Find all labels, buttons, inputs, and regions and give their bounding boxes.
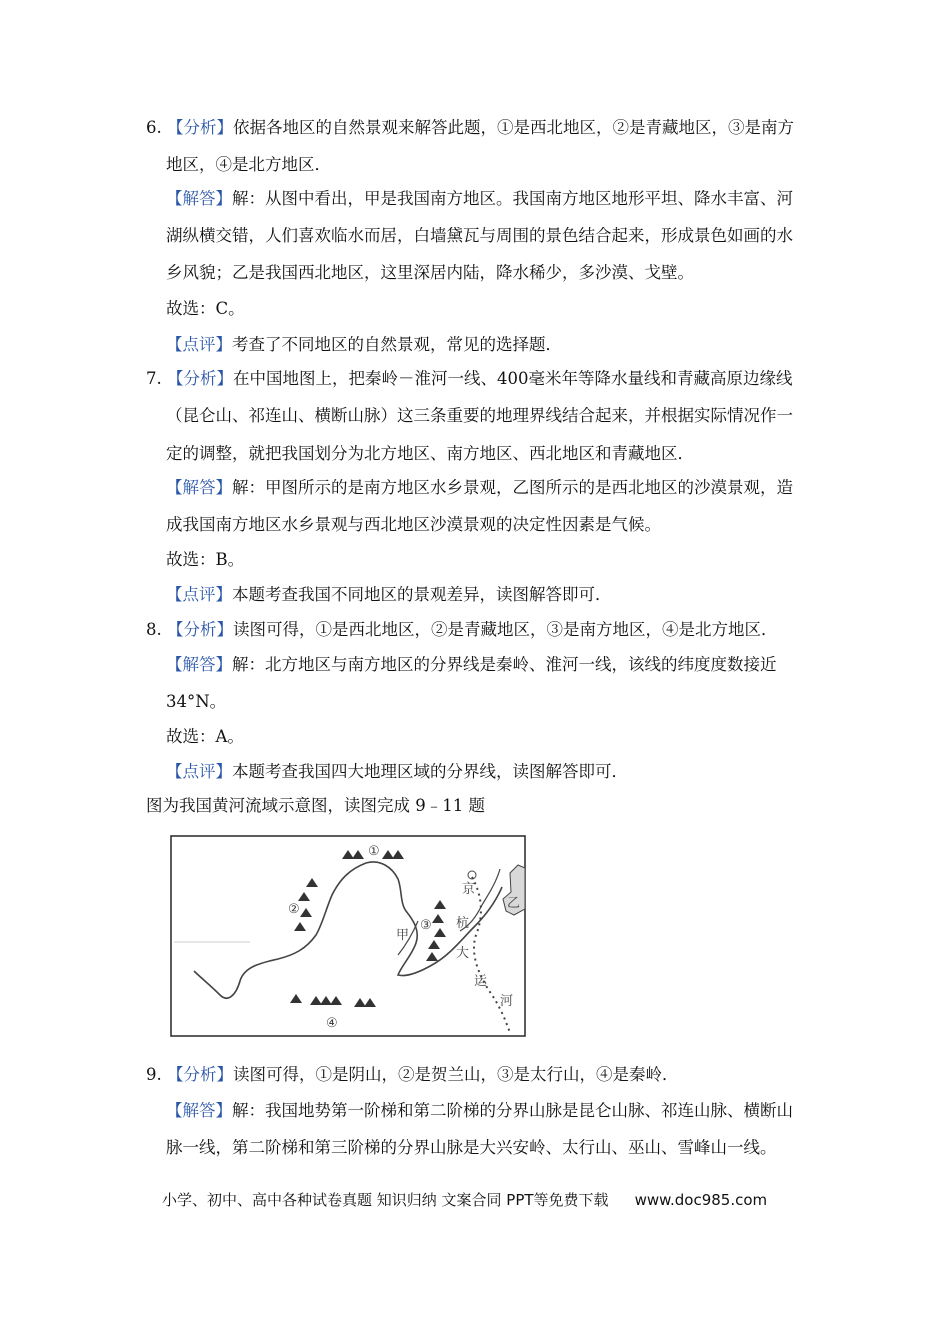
q6-analysis-line-2: 地区，④是北方地区． [166,155,331,174]
q6-review: 【点评】考查了不同地区的自然景观，常见的选择题． [166,335,562,354]
answer-tag: 【解答】 [166,478,232,497]
footer-site-link[interactable]: www.doc985.com [634,1191,768,1209]
q7-analysis-line-2: （昆仑山、祁连山、横断山脉）这三条重要的地理界线结合起来，并根据实际情况作一 [166,406,793,425]
analysis-tag: 【分析】 [167,1065,233,1084]
review-tag: 【点评】 [166,762,232,781]
answer-tag: 【解答】 [166,1101,232,1120]
label-he: 河 [500,994,514,1009]
label-yun: 运 [474,974,488,989]
q6-analysis-line-1: 6. 【分析】依据各地区的自然景观来解答此题，①是西北地区，②是青藏地区，③是南方 [146,116,794,140]
q7-choice: 故选：B。 [166,550,245,569]
yellow-river-map [170,835,526,1037]
q7-answer-line-1: 【解答】解：甲图所示的是南方地区水乡景观，乙图所示的是西北地区的沙漠景观，造 [166,478,793,497]
label-circle-3: ③ [420,918,432,933]
q6-choice: 故选：C。 [166,299,245,318]
q7-analysis-line-1: 7. 【分析】在中国地图上，把秦岭－淮河一线、400毫米年等降水量线和青藏高原边缘线 [146,367,793,391]
analysis-tag: 【分析】 [167,620,233,639]
label-da: 大 [456,946,470,961]
q8-analysis-line-1: 8. 【分析】读图可得，①是西北地区，②是青藏地区，③是南方地区，④是北方地区． [146,618,778,642]
q6-answer-line-1: 【解答】解：从图中看出，甲是我国南方地区。我国南方地区地形平坦、降水丰富、河 [166,189,793,208]
label-circle-1: ① [368,844,380,859]
map-frame [171,836,525,1036]
q9-analysis-line-1: 9. 【分析】读图可得，①是阴山，②是贺兰山，③是太行山，④是秦岭． [146,1063,679,1087]
footer-text: 小学、初中、高中各种试卷真题 知识归纳 文案合同 PPT等免费下载 [162,1191,609,1209]
q7-review: 【点评】本题考查我国不同地区的景观差异，读图解答即可． [166,585,612,604]
analysis-tag: 【分析】 [167,118,233,137]
analysis-tag: 【分析】 [167,369,233,388]
label-jing: 京 [462,882,476,897]
q8-answer-line-1: 【解答】解：北方地区与南方地区的分界线是秦岭、淮河一线，该线的纬度度数接近 [166,655,777,674]
q6-answer-line-3: 乡风貌；乙是我国西北地区，这里深居内陆，降水稀少，多沙漠、戈壁。 [166,263,694,282]
q7-analysis-line-3: 定的调整，就把我国划分为北方地区、南方地区、西北地区和青藏地区． [166,444,694,463]
label-hang: 杭 [456,916,470,931]
review-tag: 【点评】 [166,585,232,604]
label-yi: 乙 [507,896,521,911]
page-footer [162,1189,767,1210]
q6-answer-line-2: 湖纵横交错，人们喜欢临水而居，白墙黛瓦与周围的景色结合起来，形成景色如画的水 [166,226,793,245]
q8-review: 【点评】本题考查我国四大地理区域的分界线，读图解答即可． [166,762,628,781]
q8-answer-line-2: 34°N。 [166,692,227,711]
question-number: 8. [146,620,162,639]
q9-answer-line-1: 【解答】解：我国地势第一阶梯和第二阶梯的分界山脉是昆仑山脉、祁连山脉、横断山 [166,1101,793,1120]
q8-choice: 故选：A。 [166,727,244,746]
answer-tag: 【解答】 [166,189,232,208]
question-number: 7. [146,369,162,388]
label-circle-4: ④ [326,1016,338,1031]
review-tag: 【点评】 [166,335,232,354]
question-number: 6. [146,118,162,137]
question-number: 9. [146,1065,162,1084]
map-intro: 图为我国黄河流域示意图，读图完成 9﹣11 题 [146,796,485,815]
q9-answer-line-2: 脉一线，第二阶梯和第三阶梯的分界山脉是大兴安岭、太行山、巫山、雪峰山一线。 [166,1138,777,1157]
label-circle-2: ② [288,902,300,917]
label-jia: 甲 [396,928,410,943]
answer-tag: 【解答】 [166,655,232,674]
q7-answer-line-2: 成我国南方地区水乡景观与西北地区沙漠景观的决定性因素是气候。 [166,515,661,534]
